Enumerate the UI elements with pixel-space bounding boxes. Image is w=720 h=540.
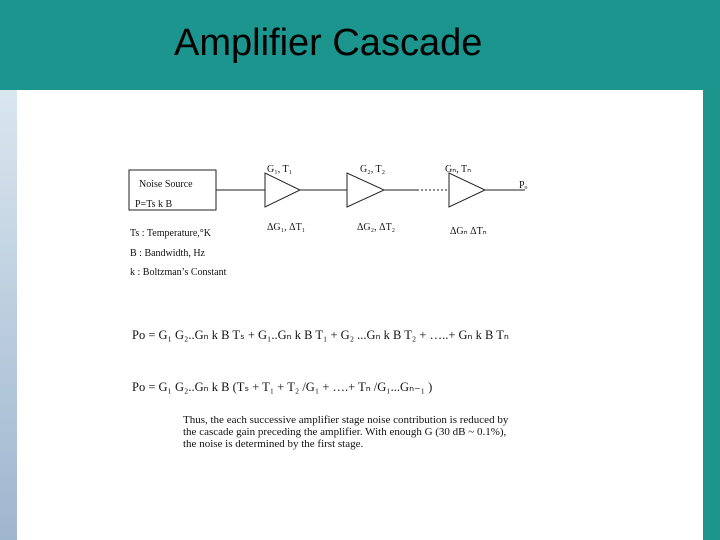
noise-source-power: P=Ts k B	[135, 199, 173, 210]
slide-content	[17, 90, 703, 540]
stage-n-delta: ΔGₙ ΔTₙ	[450, 226, 487, 237]
note-line: the noise is determined by the first stage.	[183, 438, 364, 450]
amplifier-stage-2	[347, 173, 384, 207]
explanation-note	[183, 414, 603, 450]
definition-ts: Ts : Temperature,°K	[130, 228, 212, 239]
equation-2: Po = G₁ G₂..Gₙ k B (Tₛ + T₁ + T₂ /G₁ + ….+ Tₙ /G₁...Gₙ₋₁ )	[132, 380, 433, 394]
noise-source-label: Noise Source	[139, 179, 193, 190]
note-line: the cascade gain preceding the amplifier. With enough G (30 dB ~ 0.1%),	[183, 426, 507, 438]
stage-1-label: G₁, T₁	[267, 164, 293, 175]
stage-2-label: G₂, T₂	[360, 164, 386, 175]
output-label: Pₒ	[519, 180, 528, 191]
equation-1: Po = G₁ G₂..Gₙ k B Tₛ + G₁..Gₙ k B T₁ + G₂ ...Gₙ k B T₂ + …..+ Gₙ k B Tₙ	[132, 328, 509, 342]
stage-1-delta: ΔG₁, ΔT₁	[267, 222, 306, 233]
note-line: Thus, the each successive amplifier stage noise contribution is reduced by	[183, 414, 509, 426]
slide-title: Amplifier Cascade	[174, 22, 483, 64]
stage-2-delta: ΔG₂, ΔT₂	[357, 222, 396, 233]
amplifier-stage-n	[449, 173, 485, 207]
left-gradient-strip	[0, 90, 17, 540]
definition-k: k : Boltzman’s Constant	[130, 267, 227, 278]
stage-n-label: Gₙ, Tₙ	[445, 164, 472, 175]
amplifier-stage-1	[265, 173, 300, 207]
amplifier-cascade-diagram	[17, 90, 703, 540]
right-border-strip	[703, 90, 720, 540]
definition-b: B : Bandwidth, Hz	[130, 248, 205, 259]
